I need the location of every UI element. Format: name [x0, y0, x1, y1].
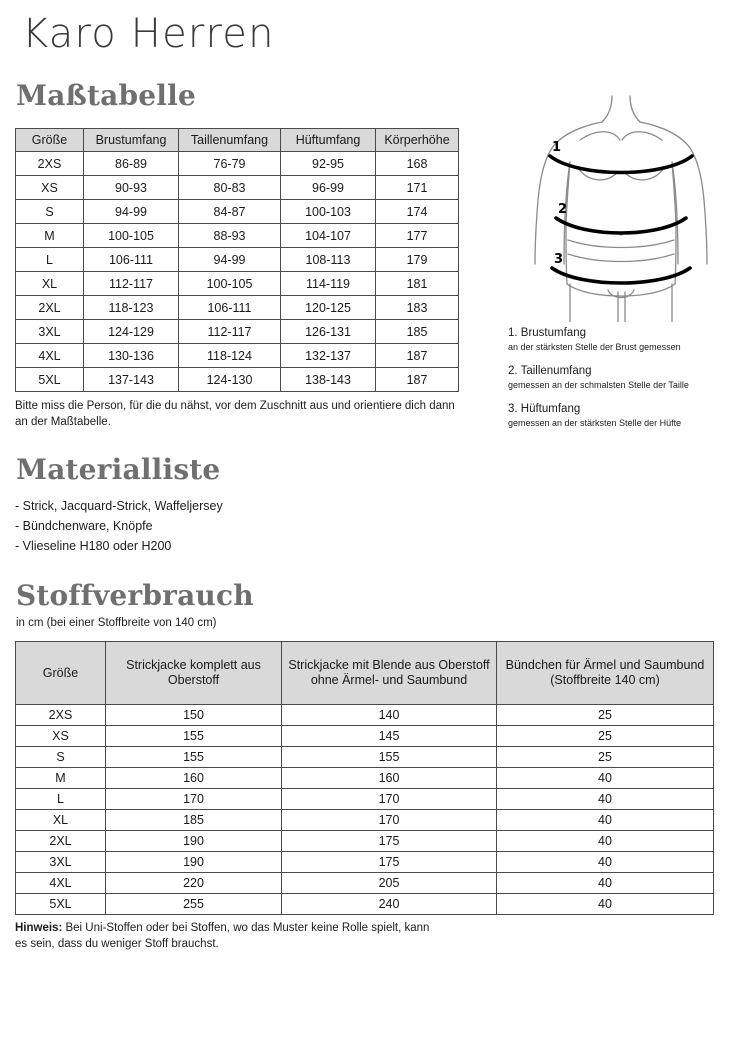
- measurement-table: [15, 128, 459, 392]
- measurement-cell: 94-99: [84, 200, 179, 224]
- material-list-item: - Vlieseline H180 oder H200: [15, 539, 172, 553]
- measurement-cell: 185: [376, 320, 459, 344]
- section-heading-fabric: Stoffverbrauch: [16, 579, 254, 612]
- table-row: [16, 747, 714, 768]
- table-header-row: [16, 129, 459, 152]
- fabric-amount-cell: 140: [282, 705, 497, 726]
- size-cell: M: [16, 768, 106, 789]
- measurement-cell: 100-105: [84, 224, 179, 248]
- measurement-cell: 177: [376, 224, 459, 248]
- measurement-cell: 183: [376, 296, 459, 320]
- legend-item: [508, 326, 744, 353]
- table-header-row: [16, 642, 714, 705]
- legend-item-title: 2. Taillenumfang: [508, 365, 592, 377]
- page-title: Karo Herren: [22, 11, 275, 57]
- fabric-amount-cell: 160: [106, 768, 282, 789]
- measurement-cell: 106-111: [84, 248, 179, 272]
- measure-bands-icon: [550, 156, 692, 283]
- measurement-cell: 126-131: [281, 320, 376, 344]
- table-row: [16, 320, 459, 344]
- table-row: [16, 873, 714, 894]
- hinweis-text: Bei Uni-Stoffen oder bei Stoffen, wo das Muster keine Rolle spielt, kann es sein, dass du weniger Stoff brauchst.: [15, 922, 430, 950]
- measurement-cell: 132-137: [281, 344, 376, 368]
- size-cell: 2XL: [16, 296, 84, 320]
- measurement-cell: 80-83: [179, 176, 281, 200]
- size-cell: 4XL: [16, 873, 106, 894]
- table-row: [16, 176, 459, 200]
- size-cell: S: [16, 200, 84, 224]
- measurement-cell: 124-130: [179, 368, 281, 392]
- fabric-amount-cell: 255: [106, 894, 282, 915]
- fabric-amount-cell: 145: [282, 726, 497, 747]
- legend-item: [508, 364, 744, 391]
- measurement-cell: 84-87: [179, 200, 281, 224]
- measurement-cell: 120-125: [281, 296, 376, 320]
- measurement-cell: 76-79: [179, 152, 281, 176]
- table-row: [16, 726, 714, 747]
- table-row: [16, 894, 714, 915]
- section-heading-materials: Materialliste: [16, 453, 221, 486]
- section-heading-measurements: Maßtabelle: [16, 79, 196, 112]
- table-row: [16, 789, 714, 810]
- size-cell: XL: [16, 810, 106, 831]
- table-row: [16, 344, 459, 368]
- table-row: [16, 200, 459, 224]
- band-waist: [556, 218, 686, 233]
- fabric-amount-cell: 40: [497, 789, 714, 810]
- table-row: [16, 296, 459, 320]
- column-header-taillenumfang: Taillenumfang: [179, 129, 281, 152]
- measurement-cell: 130-136: [84, 344, 179, 368]
- measurement-note: Bitte miss die Person, für die du nähst, vor dem Zuschnitt aus und orientiere dich dann an der Maßtabelle.: [15, 400, 455, 428]
- measurement-cell: 179: [376, 248, 459, 272]
- measurement-cell: 118-124: [179, 344, 281, 368]
- measurement-cell: 106-111: [179, 296, 281, 320]
- size-cell: XL: [16, 272, 84, 296]
- size-cell: 3XL: [16, 852, 106, 873]
- legend-item: [508, 402, 744, 429]
- table-row: [16, 248, 459, 272]
- fabric-amount-cell: 40: [497, 810, 714, 831]
- table-row: [16, 852, 714, 873]
- fabric-amount-cell: 155: [282, 747, 497, 768]
- fabric-amount-cell: 155: [106, 747, 282, 768]
- size-cell: 5XL: [16, 368, 84, 392]
- measurement-cell: 90-93: [84, 176, 179, 200]
- material-list-item: - Bündchenware, Knöpfe: [15, 519, 153, 533]
- column-header-groesse: Größe: [16, 642, 106, 705]
- legend-item-description: gemessen an der schmalsten Stelle der Taille: [508, 380, 689, 390]
- measurement-cell: 108-113: [281, 248, 376, 272]
- fabric-amount-cell: 175: [282, 852, 497, 873]
- column-header-strickjacke-komplett: Strickjacke komplett aus Oberstoff: [106, 642, 282, 705]
- fabric-amount-cell: 40: [497, 768, 714, 789]
- fabric-hinweis: [15, 920, 435, 952]
- table-row: [16, 768, 714, 789]
- size-cell: 3XL: [16, 320, 84, 344]
- fabric-amount-cell: 170: [282, 810, 497, 831]
- column-header-groesse: Größe: [16, 129, 84, 152]
- hinweis-label: Hinweis:: [15, 922, 63, 934]
- fabric-amount-cell: 25: [497, 747, 714, 768]
- fabric-amount-cell: 220: [106, 873, 282, 894]
- measurement-cell: 137-143: [84, 368, 179, 392]
- measurement-legend: [508, 326, 744, 440]
- band-label-1: 1: [552, 140, 562, 155]
- column-header-koerperhoehe: Körperhöhe: [376, 129, 459, 152]
- measurement-cell: 88-93: [179, 224, 281, 248]
- fabric-consumption-table: [15, 641, 714, 915]
- measurement-cell: 187: [376, 368, 459, 392]
- size-cell: S: [16, 747, 106, 768]
- table-row: [16, 810, 714, 831]
- fabric-amount-cell: 170: [106, 789, 282, 810]
- fabric-amount-cell: 155: [106, 726, 282, 747]
- legend-item-title: 1. Brustumfang: [508, 327, 586, 339]
- table-row: [16, 368, 459, 392]
- material-list: [15, 496, 223, 556]
- measurement-cell: 112-117: [84, 272, 179, 296]
- band-hip: [552, 268, 690, 283]
- fabric-amount-cell: 175: [282, 831, 497, 852]
- size-cell: 5XL: [16, 894, 106, 915]
- measurement-cell: 92-95: [281, 152, 376, 176]
- fabric-amount-cell: 185: [106, 810, 282, 831]
- measurement-cell: 112-117: [179, 320, 281, 344]
- legend-item-description: gemessen an der stärksten Stelle der Hüfte: [508, 418, 682, 428]
- fabric-amount-cell: 40: [497, 831, 714, 852]
- fabric-amount-cell: 40: [497, 873, 714, 894]
- measurement-cell: 181: [376, 272, 459, 296]
- size-cell: L: [16, 789, 106, 810]
- column-header-brustumfang: Brustumfang: [84, 129, 179, 152]
- size-cell: 2XS: [16, 705, 106, 726]
- table-row: [16, 224, 459, 248]
- measurement-cell: 187: [376, 344, 459, 368]
- table-row: [16, 831, 714, 852]
- fabric-amount-cell: 170: [282, 789, 497, 810]
- measurement-cell: 171: [376, 176, 459, 200]
- size-cell: XS: [16, 726, 106, 747]
- band-label-2: 2: [558, 202, 568, 217]
- measurement-cell: 118-123: [84, 296, 179, 320]
- table-row: [16, 272, 459, 296]
- fabric-amount-cell: 240: [282, 894, 497, 915]
- fabric-amount-cell: 190: [106, 852, 282, 873]
- fabric-amount-cell: 25: [497, 705, 714, 726]
- legend-item-title: 3. Hüftumfang: [508, 403, 581, 415]
- fabric-amount-cell: 190: [106, 831, 282, 852]
- size-cell: M: [16, 224, 84, 248]
- table-row: [16, 705, 714, 726]
- male-torso-diagram: [508, 78, 752, 322]
- measurement-cell: 100-103: [281, 200, 376, 224]
- band-chest: [550, 156, 692, 173]
- band-label-3: 3: [554, 252, 564, 267]
- measurement-cell: 114-119: [281, 272, 376, 296]
- fabric-amount-cell: 40: [497, 852, 714, 873]
- fabric-subtitle: in cm (bei einer Stoffbreite von 140 cm): [16, 617, 217, 629]
- measurement-cell: 104-107: [281, 224, 376, 248]
- measurement-cell: 86-89: [84, 152, 179, 176]
- legend-item-description: an der stärksten Stelle der Brust gemessen: [508, 342, 681, 352]
- size-cell: XS: [16, 176, 84, 200]
- fabric-amount-cell: 150: [106, 705, 282, 726]
- column-header-buendchen: Bündchen für Ärmel und Saumbund (Stoffbreite 140 cm): [497, 642, 714, 705]
- fabric-amount-cell: 160: [282, 768, 497, 789]
- measurement-cell: 124-129: [84, 320, 179, 344]
- column-header-strickjacke-blende: Strickjacke mit Blende aus Oberstoff ohne Ärmel- und Saumbund: [282, 642, 497, 705]
- measurement-cell: 138-143: [281, 368, 376, 392]
- material-list-item: - Strick, Jacquard-Strick, Waffeljersey: [15, 499, 223, 513]
- measurement-cell: 100-105: [179, 272, 281, 296]
- size-cell: 2XS: [16, 152, 84, 176]
- size-cell: L: [16, 248, 84, 272]
- size-cell: 4XL: [16, 344, 84, 368]
- measurement-cell: 174: [376, 200, 459, 224]
- fabric-amount-cell: 205: [282, 873, 497, 894]
- column-header-hueftumfang: Hüftumfang: [281, 129, 376, 152]
- measurement-cell: 94-99: [179, 248, 281, 272]
- measurement-cell: 96-99: [281, 176, 376, 200]
- fabric-amount-cell: 25: [497, 726, 714, 747]
- fabric-amount-cell: 40: [497, 894, 714, 915]
- table-row: [16, 152, 459, 176]
- measurement-cell: 168: [376, 152, 459, 176]
- size-cell: 2XL: [16, 831, 106, 852]
